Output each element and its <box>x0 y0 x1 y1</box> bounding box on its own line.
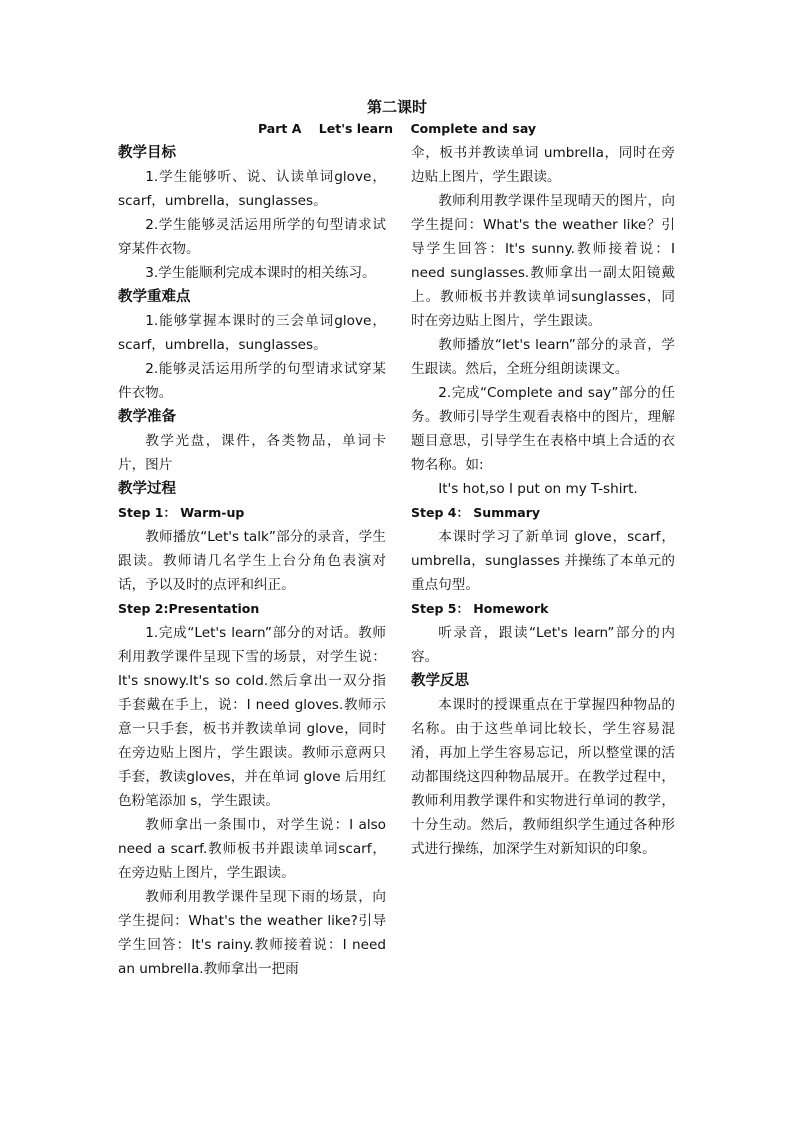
continued-paragraph: 伞，板书并教读单词 umbrella，同时在旁边贴上图片，学生跟读。 <box>411 145 675 185</box>
presentation-paragraph-2: 教师拿出一条围巾，对学生说：I also need a scarf.教师板书并跟读单词scarf，在旁边贴上图片，学生跟读。 <box>118 817 386 881</box>
step-4-text: 本课时学习了新单词 glove，scarf，umbrella，sunglasses 并操练了本单元的重点句型。 <box>411 529 675 593</box>
goal-3: 3.学生能顺利完成本课时的相关练习。 <box>145 265 376 281</box>
example-sentence: It's hot,so I put on my T-shirt. <box>438 481 638 497</box>
preparation-text: 教学光盘，课件，各类物品，单词卡片，图片 <box>118 433 386 473</box>
step-2-heading: Step 2:Presentation <box>118 601 260 616</box>
step-5-text: 听录音，跟读“Let's learn”部分的内容。 <box>411 625 675 665</box>
reflection-text: 本课时的授课重点在于掌握四种物品的名称。由于这些单词比较长，学生容易混淆，再加上学生容易忘记，所以整堂课的活动都围绕这四种物品展开。在教学过程中，教师利用教学课件和实物进行单词的教学，十分生动。然后，教师组织学生通过各种形式进行操练，加深学生对新知识的印象。 <box>411 697 675 857</box>
step-1-heading: Step 1： Warm-up <box>118 505 245 520</box>
heading-key-points: 教学重难点 <box>118 289 191 305</box>
recording-paragraph: 教师播放“let's learn”部分的录音，学生跟读。然后，全班分组朗读课文。 <box>411 337 675 377</box>
heading-process: 教学过程 <box>118 481 176 497</box>
heading-reflection: 教学反思 <box>411 673 469 689</box>
heading-goals: 教学目标 <box>118 145 176 161</box>
goal-1: 1.学生能够听、说、认读单词glove，scarf，umbrella，sunglasses。 <box>118 169 386 209</box>
left-column <box>118 141 386 981</box>
complete-and-say-paragraph: 2.完成“Complete and say”部分的任务。教师引导学生观看表格中的图片，理解题目意思，引导学生在表格中填上合适的衣物名称。如: <box>411 385 675 473</box>
step-4-heading: Step 4： Summary <box>411 505 541 520</box>
page-subtitle: Part A Let's learn Complete and say <box>257 121 537 136</box>
goal-2: 2.学生能够灵活运用所学的句型请求试穿某件衣物。 <box>118 217 386 257</box>
right-column <box>411 141 675 861</box>
heading-preparation: 教学准备 <box>118 409 176 425</box>
sunglasses-paragraph: 教师利用教学课件呈现晴天的图片，向学生提问：What's the weather like？引导学生回答：It's sunny.教师接着说：I need sunglasses.教师拿出一副太阳镜戴上。教师板书并教读单词sunglasses，同时在旁边贴上图片，学生跟读。 <box>411 193 675 329</box>
presentation-paragraph-3: 教师利用教学课件呈现下雨的场景，向学生提问：What's the weather like?引导学生回答：It's rainy.教师接着说：I need an umbrella.教师拿出一把雨 <box>118 889 386 977</box>
page-title: 第二课时 <box>366 98 427 116</box>
key-point-1: 1.能够掌握本课时的三会单词glove，scarf，umbrella，sunglasses。 <box>118 313 386 353</box>
step-1-text: 教师播放“Let's talk”部分的录音，学生跟读。教师请几名学生上台分角色表演对话，予以及时的点评和纠正。 <box>118 529 386 593</box>
presentation-paragraph-1: 1.完成“Let's learn”部分的对话。教师利用教学课件呈现下雪的场景，对学生说：It's snowy.It's so cold.然后拿出一双分指手套戴在手上，说：I need gloves.教师示意一只手套，板书并教读单词 glove，同时在旁边贴上图片，学生跟读。教师示意两只手套，教读gloves，并在单词 glove 后用红色粉笔添加 s，学生跟读。 <box>118 625 386 809</box>
step-5-heading: Step 5： Homework <box>411 601 549 616</box>
key-point-2: 2.能够灵活运用所学的句型请求试穿某件衣物。 <box>118 361 386 401</box>
